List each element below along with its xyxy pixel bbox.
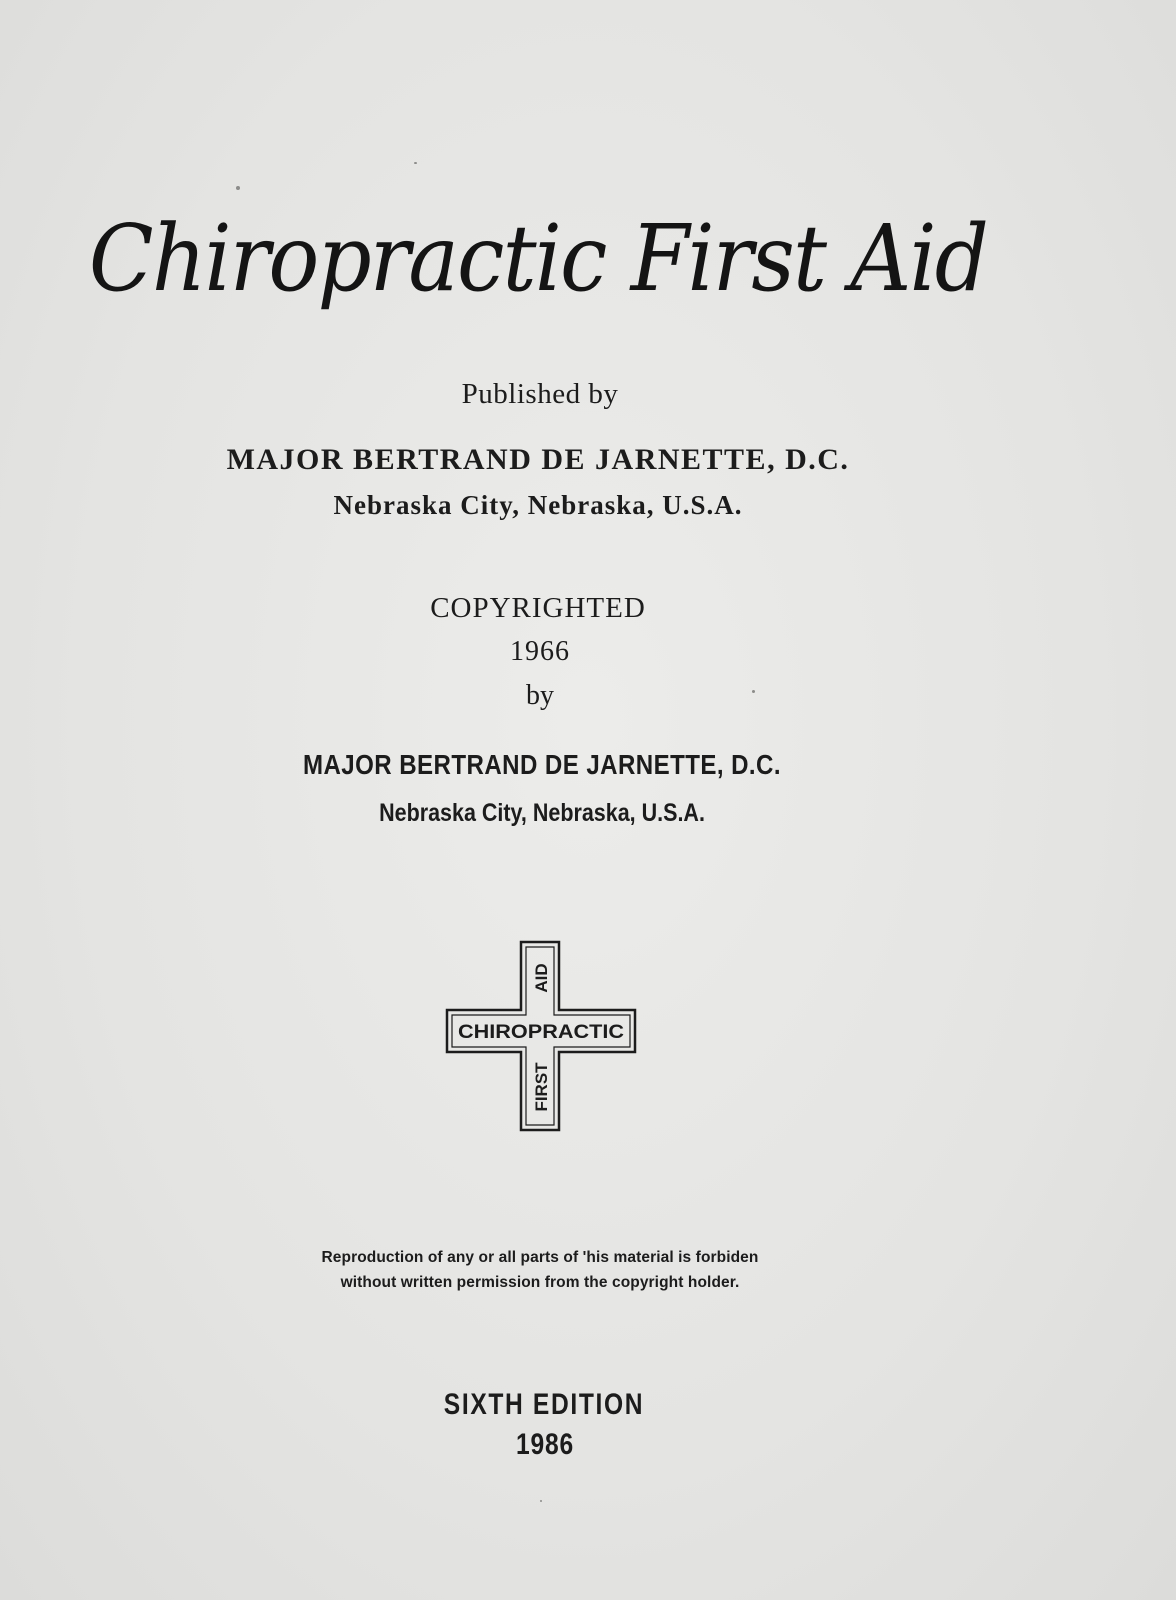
copyright-holder-name: MAJOR BERTRAND DE JARNETTE, D.C. <box>303 749 781 780</box>
copyright-label: COPYRIGHTED <box>430 592 646 624</box>
paper-speck <box>414 162 417 164</box>
copyright-year: 1966 <box>510 636 570 667</box>
edition-label: SIXTH EDITION <box>443 1388 645 1421</box>
publisher-address: Nebraska City, Nebraska, U.S.A. <box>333 490 743 520</box>
copyright-holder-address: Nebraska City, Nebraska, U.S.A. <box>379 799 705 827</box>
edition-year: 1986 <box>515 1428 575 1461</box>
emblem-horizontal-text: CHIROPRACTIC <box>458 1022 625 1043</box>
reproduction-notice-line-2: without written permission from the copyright holder. <box>340 1274 740 1291</box>
publisher-name: MAJOR BERTRAND DE JARNETTE, D.C. <box>226 443 850 476</box>
paper-speck <box>236 186 240 190</box>
paper-speck <box>540 1500 542 1502</box>
published-by-label: Published by <box>461 378 619 410</box>
emblem-bottom-text: FIRST <box>532 1062 551 1112</box>
emblem-top-text: AID <box>532 963 551 993</box>
book-title: Chiropractic First Aid <box>88 205 988 312</box>
copyright-by: by <box>526 680 554 711</box>
paper-speck <box>752 690 755 693</box>
reproduction-notice-line-1: Reproduction of any or all parts of 'his material is forbiden <box>321 1249 759 1266</box>
cross-emblem-icon <box>445 940 637 1132</box>
